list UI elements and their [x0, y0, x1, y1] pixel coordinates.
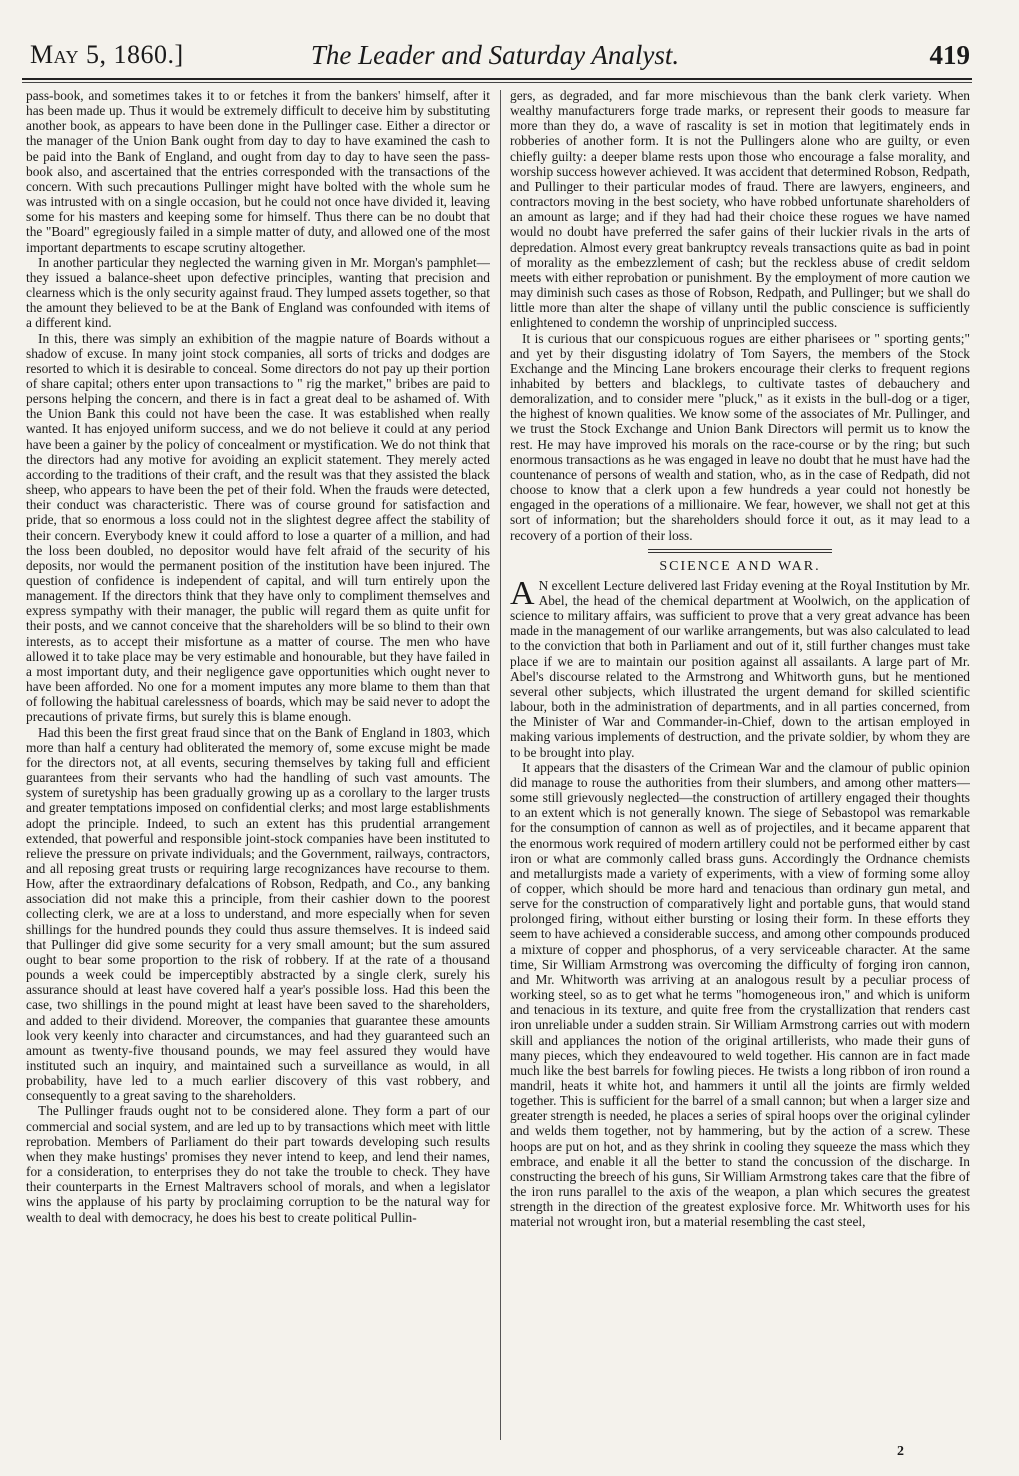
- paragraph: In another particular they neglected the warning given in Mr. Morgan's pamphlet—they issued a balance-sheet upon defective principles, wanting that precision and clearness which is the only security against fraud. They lumped assets together, so that the amount they believed to be at the Bank of England was confounded with items of a different kind.: [26, 254, 490, 331]
- issue-date: May 5, 1860.]: [30, 40, 184, 69]
- right-column: [510, 88, 970, 1448]
- paragraph: gers, as degraded, and far more mischievous than the bank clerk variety. When wealthy manufacturers forge trade marks, or represent their goods to measure far more than they do, a wave of rascality is set in motion that legitimately ends in robberies of another form. It is not the Pullingers alone who are guilty, or even chiefly guilty: a deeper blame rests upon those who encourage a false morality, and worship success however achieved. It was accident that determined Robson, Redpath, and Pullinger to their particular modes of fraud. There are lawyers, engineers, and contractors moving in the best society, who have robbed unfortunate shareholders of an amount as large; and if they had had their choice these rogues we have named would no doubt have preferred the safer gains of their luckier rivals in the arts of depredation. Almost every great bankruptcy reveals transactions quite as bad in point of morality as the embezzlement of cash; but the reckless abuse of credit seldom meets with either reprobation or punishment. By the employment of more caution we may diminish such cases as those of Robson, Redpath, and Pullinger; but we shall do little more than alter the shape of villany until the public conscience is sufficiently enlightened to condemn the worship of unprincipled success.: [510, 88, 970, 331]
- paragraph: pass-book, and sometimes takes it to or fetches it from the bankers' himself, after it has been made up. Thus it would be extremely difficult to deceive him by substituting another book, as appears to have been done in the Pullinger case. Either a director or the manager of the Union Bank ought from day to day to have examined the cash to be paid into the Bank of England, and ought from day to day to have seen the pass-book also, and ascertained that the entries corresponded with the transactions of the concern. With such precautions Pullinger might have bolted with the whole sum he was intrusted with on a single occasion, but he could not once have divided it, leaving some for his masters and keeping some for himself. Thus there can be no doubt that the "Board" egregiously failed in a simple matter of duty, and allowed one of the most important departments to escape scrutiny altogether.: [26, 88, 490, 255]
- paragraph: It appears that the disasters of the Crimean War and the clamour of public opinion did manage to rouse the authorities from their slumbers, and among other matters—some still grievously neglected—the construction of artillery engaged their thoughts to an extent which is not generally known. The siege of Sebastopol was remarkable for the consumption of cannon as well as of projectiles, and it became apparent that the enormous work required of modern artillery could not be performed either by cast iron or what are commonly called brass guns. Accordingly the Ordnance chemists and metallurgists made a variety of experiments, with a view of forming some alloy of copper, which should be more hard and tenacious than ordinary gun metal, and serve for the construction of comparatively light and portable guns, that would stand prolonged firing, without either bursting or losing their form. In these efforts they seem to have achieved a considerable success, and among other compounds produced a mixture of copper and phosphorus, of a very serviceable character. At the same time, Sir William Armstrong was overcoming the difficulty of forging iron cannon, and Mr. Whitworth was arriving at an analogous result by a peculiar process of working steel, so as to get what he terms "homogeneous iron," and which is uniform and tenacious in its texture, and quite free from the crystallization that renders cast iron unreliable under a sudden strain. Sir William Armstrong carries out with modern skill and appliances the notion of the original artillerists, who made their guns of many pieces, which they endeavoured to weld together. His cannon are in fact made much like the best barrels for fowling pieces. He twists a long ribbon of iron round a mandril, heats it white hot, and hammers it until all the joints are firmly welded together. This is sufficient for the barrel of a small cannon; but when a larger size and greater strength is needed, he places a series of spiral hoops over the original cylinder and welds them together, not by hammering, but by the action of a screw. These hoops are put on hot, and as they shrink in cooling they squeeze the mass which they embrace, and enable it all the better to stand the concussion of the discharge. In constructing the breech of his guns, Sir William Armstrong takes care that the fibre of the iron runs parallel to the axis of the weapon, a plan which secures the greatest strength in the direction of the greatest explosive force. Mr. Whitworth uses for his material not wrought iron, but a material resembling the cast steel,: [510, 759, 970, 1230]
- section-title: SCIENCE AND WAR.: [659, 558, 821, 574]
- column-divider: [500, 90, 501, 1440]
- section-rule: [648, 552, 832, 553]
- publication-title: The Leader and Saturday Analyst.: [310, 40, 680, 70]
- header-rule-thin: [22, 82, 972, 83]
- paragraph: In this, there was simply an exhibition of the magpie nature of Boards without a shadow of excuse. In many joint stock companies, all sorts of tricks and dodges are resorted to which it is desirable to conceal. Some directors do not pay up their portion of share capital; others enter upon transactions to " rig the market," bribes are paid to persons helping the concern, and there is in fact a great deal to be ashamed of. With the Union Bank this could not have been the case. It was established when really wanted. It has enjoyed uniform success, and we do not believe it could at any period have been a gainer by the policy of concealment or mystification. We do not think that the directors had any motive for avoiding an explicit statement. They merely acted according to the traditions of their craft, and the result was that they assisted the black sheep, who appears to have been the pet of their fold. When the frauds were detected, their conduct was characteristic. There was of course ground for satisfaction and pride, that so enormous a loss could not in the slightest degree affect the stability of their concern. Everybody knew it could afford to lose a quarter of a million, and had the loss been doubled, no depositor would have felt afraid of the security of his deposits, nor would the permanent position of the institution have been injured. The question of confidence is independent of capital, and will turn entirely upon the management. If the directors think that they have only to compliment themselves and express sympathy with their manager, the public will regard them as quite unfit for their posts, and we cannot conceive that the shareholders will be so blind to their own interests, as to accept their misfortune as a matter of course. The men who have allowed it to take place may be very estimable and honourable, but they have failed in a most important duty, and their negligence gave opportunities which ought never to have been afforded. No one for a moment imputes any more blame to them than that of following the habitual carelessness of boards, which may be said never to adopt the precautions of private firms, but surely this is blame enough.: [26, 330, 490, 725]
- paragraph: The Pullinger frauds ought not to be considered alone. They form a part of our commercial and social system, and are led up to by transactions which meet with little reprobation. Members of Parliament do their part towards developing such results when they make hustings' promises they never intend to keep, and lend their names, for a consideration, to enterprises they do not take the trouble to check. They have their counterparts in the Ernest Maltravers school of morals, and when a legislator wins the applause of his party by proclaiming corruption to be the natural way for wealth to deal with democracy, he does his best to create political Pullin-: [26, 1103, 490, 1225]
- section-rule: [648, 549, 832, 550]
- drop-cap: A: [510, 574, 535, 612]
- paragraph-text: N excellent Lecture delivered last Friday evening at the Royal Institution by Mr. Abel, the head of the chemical department at Woolwich, on the application of science to military affairs, was sufficient to prove that a very great advance has been made in the management of our warlike arrangements, but was also calculated to lead to the conviction that both in Parliament and out of it, still further changes must take place if we are to maintain our position against all assailants. A large part of Mr. Abel's discourse related to the Armstrong and Whitworth guns, but he mentioned several other subjects, which illustrated the urgent demand for skilled scientific labour, both in the administration of departments, and in all parties concerned, from the Minister of War and Commander-in-Chief, down to the artisan employed in making various implements of destruction, and the private soldier, by whom they are to be brought into play.: [510, 577, 970, 760]
- left-column: [26, 88, 490, 1448]
- paragraph: Had this been the first great fraud since that on the Bank of England in 1803, which more than half a century had obliterated the memory of, some excuse might be made for the directors not, at all events, securing themselves by taking full and efficient guarantees from their servants who had the handling of such vast amounts. The system of suretyship has been gradually growing up as a corollary to the larger trusts and greater temptations imposed on confidential clerks; and most large establishments adopt the principle. Indeed, to such an extent has this prudential arrangement extended, that powerful and responsible joint-stock companies have been instituted to relieve the pressure on private individuals; and the Government, railways, contractors, and all reposing great trusts or requiring large recognizances have recourse to them. How, after the extraordinary defalcations of Robson, Redpath, and Co., any banking association did not make this a principle, from their cashier down to the poorest collecting clerk, we are at a loss to understand, and more especially when for seven shillings for the hundred pounds they could thus assure themselves. It is indeed said that Pullinger did give some security for a very small amount; but the sum assured ought to bear some proportion to the risk of robbery. If at the rate of a thousand pounds a week could be imperceptibly abstracted by a single clerk, surely his assurance should at least have covered half a year's possible loss. Had this been the case, two shillings in the pound might at least have been saved to the shareholders, and added to their dividend. Moreover, the companies that guarantee these amounts look very keenly into character and circumstances, and had they guaranteed such an amount as twenty-five thousand pounds, we may feel assured they would have instituted such an inquiry, and maintained such a surveillance as would, in all probability, have led to a much earlier discovery of this vast robbery, and consequently to a great saving to the shareholders.: [26, 724, 490, 1104]
- signature-mark: 2: [897, 1444, 904, 1459]
- header-rule: [22, 78, 972, 80]
- page-number: 419: [929, 40, 970, 70]
- section-first-paragraph: [510, 574, 970, 760]
- page-header: [20, 38, 970, 76]
- paragraph: It is curious that our conspicuous rogues are either pharisees or " sporting gents;" and yet by their disgusting idolatry of Tom Sayers, the members of the Stock Exchange and the Mincing Lane brokers encourage their clerks to frequent regions inhabited by betters and blacklegs, to cultivate tastes of debauchery and demoralization, and to consider mere "pluck," as it exists in the bull-dog or a tiger, the highest of known qualities. We know some of the associates of Mr. Pullinger, and we trust the Stock Exchange and Union Bank Directors will permit us to know the rest. He may have improved his morals on the race-course or by the ring; but such enormous transactions as he was engaged in leave no doubt that he must have had the countenance of persons of wealth and station, who, as in the case of Redpath, did not choose to know that a clerk upon a few hundreds a year could not honestly be engaged in the operations of a millionaire. We fear, however, we shall not get at this sort of information; but the shareholders should force it out, as it may lead to a recovery of a portion of their loss.: [510, 330, 970, 543]
